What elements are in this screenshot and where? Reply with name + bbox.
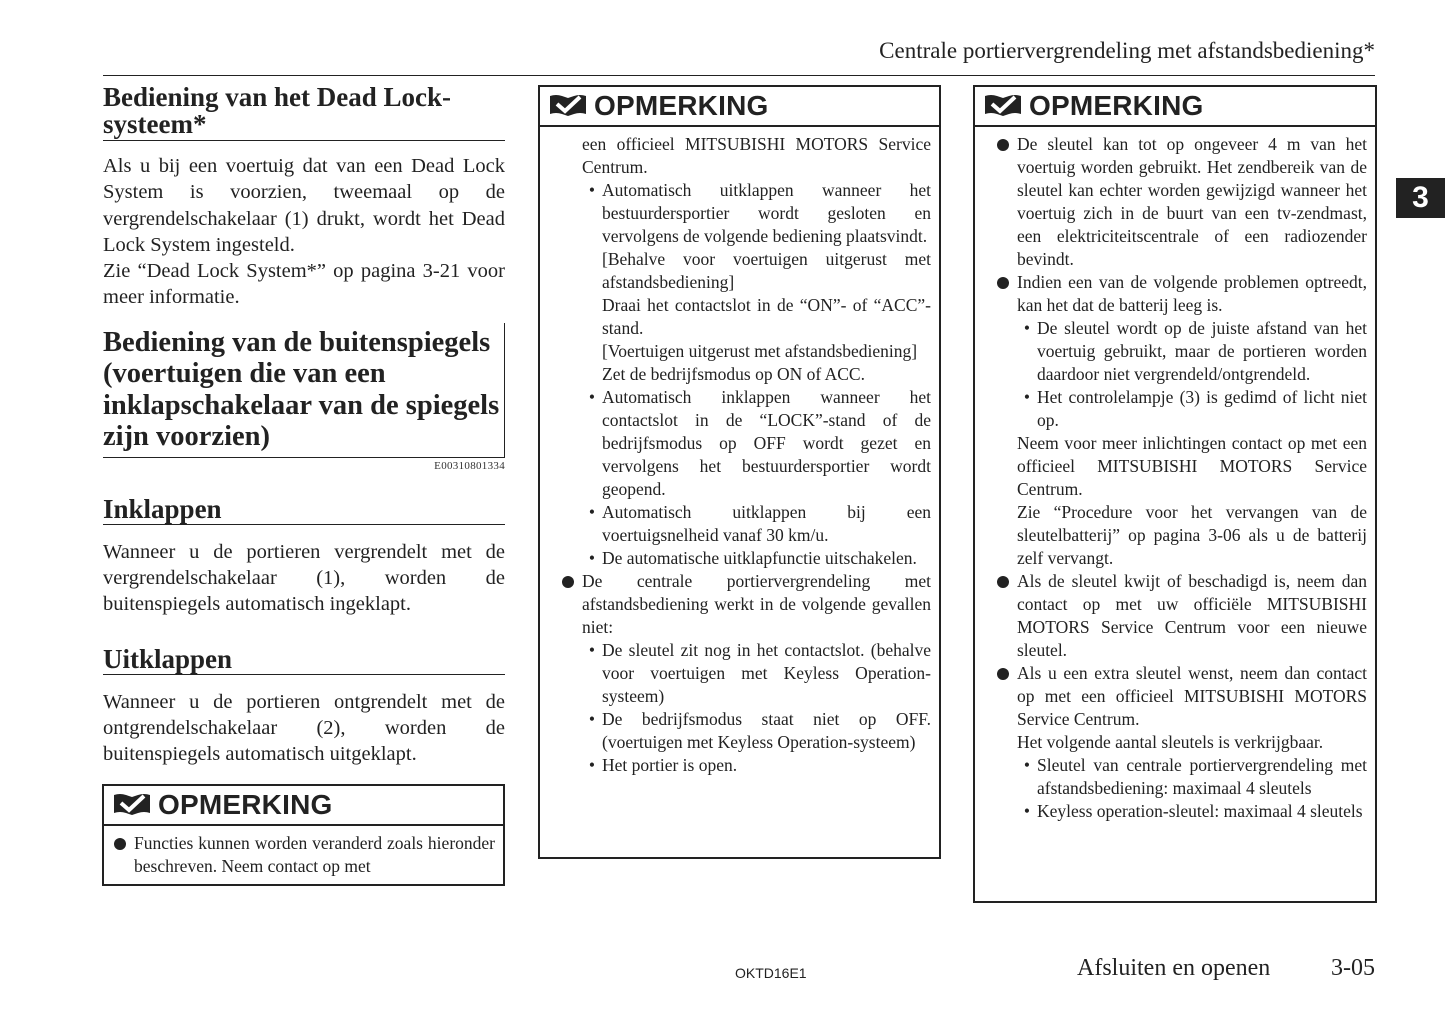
bullet-dot-icon: [112, 832, 134, 878]
sub-item-text: Zet de bedrijfsmodus op ON of ACC.: [602, 364, 865, 384]
heading-box-mirrors: [103, 323, 505, 458]
footer-section-title: Afsluiten en openen: [1077, 955, 1271, 981]
sub-item-text: Automatisch uitklappen wanneer het bestuurdersportier wordt gesloten en vervolgens de volgende bediening plaatsvindt.: [602, 180, 931, 246]
note-bullet-text: De sleutel kan tot op ongeveer 4 m van het voertuig worden gebruikt. Het zendbereik van de sleutel kan echter worden gewijzigd wanneer het voertuig zich in de buurt van een tv-zendmast, een elektriciteitscentrale of een radiozender bevindt.: [1017, 134, 1367, 269]
note-bullet-text: Als u een extra sleutel wenst, neem dan contact op met een officieel MITSUBISHI MOTORS Service Centrum.: [1017, 663, 1367, 729]
note-title: OPMERKING: [1029, 90, 1204, 121]
note-bullet: [995, 133, 1367, 271]
sub-item: • De automatische uitklapfunctie uitschakelen.: [582, 547, 931, 570]
heading-inklappen: Inklappen: [103, 494, 505, 525]
note-bullet: [995, 271, 1367, 570]
note-header: [540, 87, 939, 127]
note-checkmark-icon: [983, 92, 1023, 120]
heading-mirrors: Bediening van de buitenspiegels (voertuigen die van een inklapschakelaar van de spiegels zijn voorzien): [103, 326, 500, 453]
bullet-dot-icon: [995, 271, 1017, 570]
sub-item: • Keyless operation-sleutel: maximaal 4 sleutels: [1017, 800, 1367, 823]
sub-item: • De sleutel zit nog in het contactslot. (behalve voor voertuigen met Keyless Operation-systeem): [588, 640, 931, 706]
chapter-tab: 3: [1396, 178, 1445, 218]
note-body: [104, 826, 503, 884]
sub-item-text: De sleutel zit nog in het contactslot. (behalve voor voertuigen met Keyless Operation-systeem): [602, 640, 931, 706]
note-paragraph: Neem voor meer inlichtingen contact op met een officieel MITSUBISHI MOTORS Service Centrum.: [1017, 433, 1367, 499]
section-code: E00310801334: [434, 459, 505, 472]
sub-item-text: De sleutel wordt op de juiste afstand van het voertuig gebruikt, maar de portieren worden daardoor niet vergrendeld/ontgrendeld.: [1037, 318, 1367, 384]
running-header: Centrale portiervergrendeling met afstandsbediening*: [879, 38, 1375, 63]
sub-item: • Automatisch uitklappen wanneer het bestuurdersportier wordt gesloten en vervolgens de volgende bediening plaatsvindt. [Behalve voor voertuigen uitgerust met afstandsbediening] Draai het contactslot in de “ON”- of “ACC”-stand. [Voertuigen uitgerust met afstandsbediening] Zet de bedrijfsmodus op ON of ACC.: [588, 180, 931, 384]
note-intro: een officieel MITSUBISHI MOTORS Service Centrum.: [582, 134, 931, 177]
sub-item-text: Automatisch inklappen wanneer het contactslot in de “LOCK”-stand of de bedrijfsmodus op OFF wordt gezet en vervolgens het bestuurdersportier wordt geopend.: [602, 387, 931, 499]
bullet-dot-icon: [995, 662, 1017, 823]
note-text: Functies kunnen worden veranderd zoals hieronder beschreven. Neem contact op met: [134, 833, 495, 876]
heading-uitklappen: Uitklappen: [103, 644, 505, 675]
note-box-right: [973, 85, 1377, 903]
footer-page-number: 3-05: [1331, 955, 1375, 981]
sub-item-text: [Voertuigen uitgerust met afstandsbediening]: [602, 341, 918, 361]
note-paragraph: Het volgende aantal sleutels is verkrijgbaar.: [1017, 732, 1324, 752]
note-header: [104, 786, 503, 826]
sub-item-text: Sleutel van centrale portiervergrendeling met afstandsbediening: maximaal 4 sleutels: [1037, 755, 1367, 798]
note-body: [975, 127, 1375, 829]
bullet-dot-icon: [995, 570, 1017, 662]
sub-item-text: Het portier is open.: [602, 755, 738, 775]
note-header: [975, 87, 1375, 127]
note-box-left: [102, 784, 505, 886]
note-checkmark-icon: [112, 791, 152, 819]
note-body: [540, 127, 939, 783]
sub-item-text: De bedrijfsmodus staat niet op OFF. (voertuigen met Keyless Operation-systeem): [602, 709, 931, 752]
note-paragraph: Zie “Procedure voor het vervangen van de sleutelbatterij” op pagina 3-06 als u de batterij zelf vervangt.: [1017, 502, 1367, 568]
note-bullet-text: Als de sleutel kwijt of beschadigd is, neem dan contact op met uw officiële MITSUBISHI MOTORS Service Centrum voor een nieuwe sleutel.: [1017, 571, 1367, 660]
sub-item: • De bedrijfsmodus staat niet op OFF. (voertuigen met Keyless Operation-systeem): [588, 709, 931, 752]
bullet-dot-icon: [995, 133, 1017, 271]
sub-item: • Automatisch inklappen wanneer het contactslot in de “LOCK”-stand of de bedrijfsmodus op OFF wordt gezet en vervolgens het bestuurdersportier wordt geopend.: [588, 387, 931, 499]
sub-item: • De sleutel wordt op de juiste afstand van het voertuig gebruikt, maar de portieren worden daardoor niet vergrendeld/ontgrendeld.: [1023, 318, 1367, 384]
para-inklappen: Wanneer u de portieren vergrendelt met de vergrendelschakelaar (1), worden de buitenspiegels automatisch ingeklapt.: [103, 540, 505, 616]
note-bullet: [995, 662, 1367, 823]
footer-doc-code: OKTD16E1: [735, 965, 807, 981]
note-checkmark-icon: [548, 92, 588, 120]
sub-item: • Automatisch uitklappen bij een voertuigsnelheid vanaf 30 km/u.: [588, 502, 931, 545]
sub-item-text: Keyless operation-sleutel: maximaal 4 sleutels: [1037, 801, 1363, 821]
sub-item: • Sleutel van centrale portiervergrendeling met afstandsbediening: maximaal 4 sleutels: [1023, 755, 1367, 798]
note-bullet-text: Indien een van de volgende problemen optreedt, kan het dat de batterij leeg is.: [1017, 272, 1367, 315]
note-title: OPMERKING: [158, 789, 333, 820]
bullet-dot-icon: [560, 570, 582, 777]
heading-dead-lock: Bediening van het Dead Lock-systeem*: [103, 84, 505, 141]
sub-item: • Het portier is open.: [582, 754, 931, 777]
sub-item-text: Draai het contactslot in de “ON”- of “ACC”-stand.: [602, 295, 931, 338]
sub-item-text: De automatische uitklapfunctie uitschakelen.: [602, 548, 917, 568]
para-uitklappen: Wanneer u de portieren ontgrendelt met de ontgrendelschakelaar (2), worden de buitenspiegels automatisch uitgeklapt.: [103, 690, 505, 766]
note-bullet-text: De centrale portiervergrendeling met afstandsbediening werkt in de volgende gevallen niet:: [582, 571, 931, 637]
sub-item: • Het controlelampje (3) is gedimd of licht niet op.: [1023, 387, 1367, 430]
note-bullet: [995, 570, 1367, 662]
para-dead-lock-1: Als u bij een voertuig dat van een Dead Lock System is voorzien, tweemaal op de vergrendelschakelaar (1) drukt, wordt het Dead Lock System ingesteld.: [103, 155, 505, 256]
note-bullet: [112, 832, 495, 878]
note-title: OPMERKING: [594, 90, 769, 121]
sub-item-text: Automatisch uitklappen bij een voertuigsnelheid vanaf 30 km/u.: [602, 502, 931, 545]
note-box-middle: [538, 85, 941, 859]
header-rule: [103, 75, 1375, 76]
column-left: [103, 84, 505, 768]
note-bullet: [560, 570, 931, 777]
sub-item-text: Het controlelampje (3) is gedimd of licht niet op.: [1037, 387, 1367, 430]
sub-item-text: [Behalve voor voertuigen uitgerust met afstandsbediening]: [602, 249, 931, 292]
para-dead-lock-2: Zie “Dead Lock System*” op pagina 3-21 voor meer informatie.: [103, 260, 505, 309]
